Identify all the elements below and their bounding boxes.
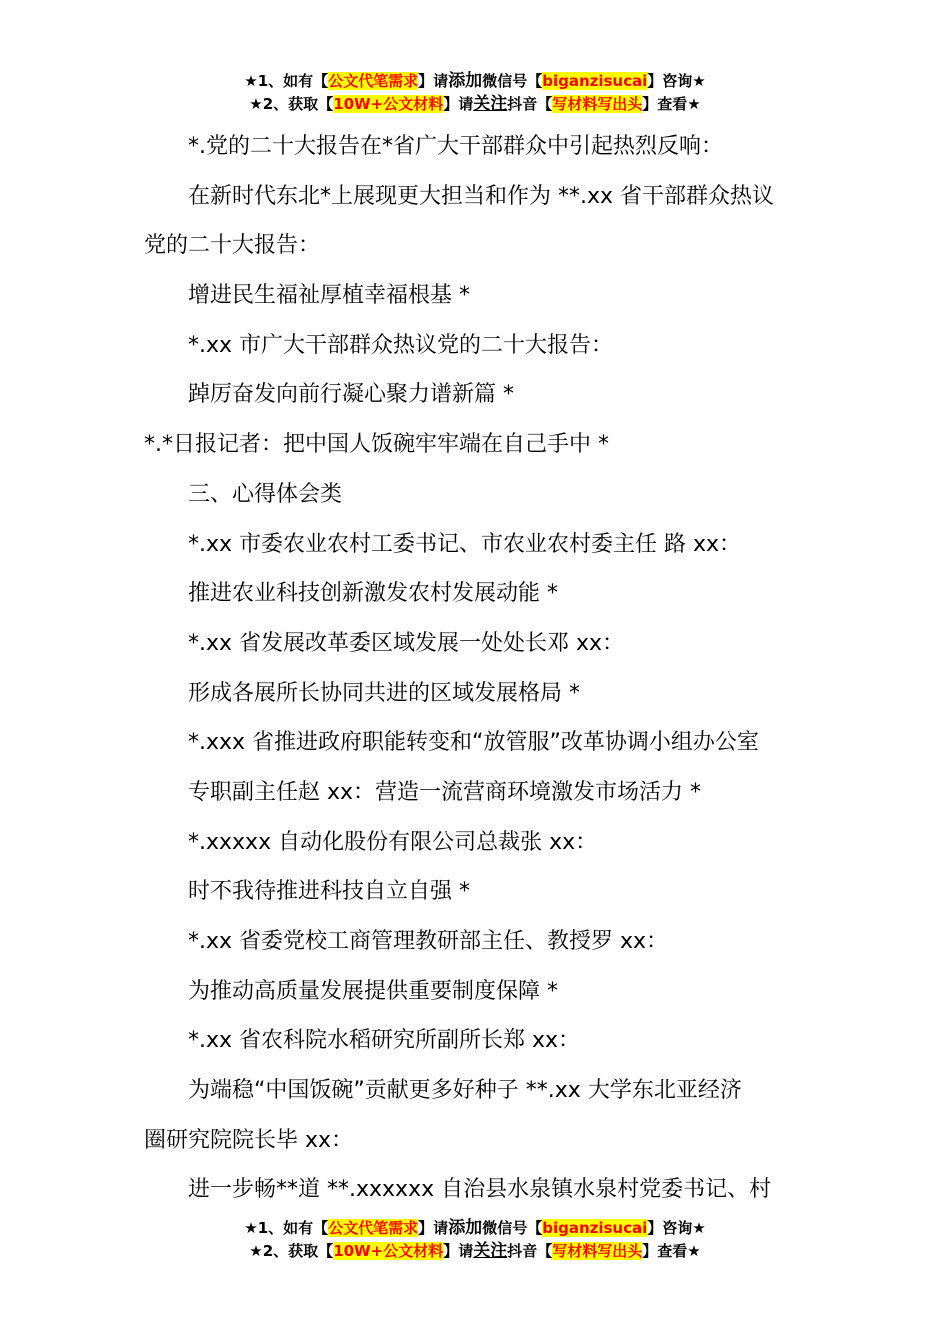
banner-line-2 (0, 1240, 950, 1263)
text-line: 在新时代东北*上展现更大担当和作为 **.xx 省干部群众热议 (188, 183, 775, 209)
banner-text: 】查看★ (642, 95, 701, 113)
banner-emphasis: 关注 (473, 94, 508, 114)
text-line: 圈研究院院长毕 xx： (144, 1127, 354, 1153)
text-line: *.xx 省发展改革委区域发展一处处长邓 xx： (188, 630, 625, 656)
text-line: *.xx 省农科院水稻研究所副所长郑 xx： (188, 1028, 581, 1054)
text-line: *.*日报记者：把中国人饭碗牢牢端在自己手中 * (144, 432, 609, 458)
highlight-materials: 10W+公文材料 (333, 1242, 444, 1260)
highlight-douyin: 写材料写出头 (552, 1242, 643, 1260)
highlight-wechat-id: biganzisucai (542, 1219, 648, 1237)
text-line: 为端稳“中国饭碗”贡献更多好种子 **.xx 大学东北亚经济 (188, 1078, 742, 1104)
banner-text: ★2、获取【 (249, 1242, 334, 1260)
document-body (144, 122, 814, 1215)
banner-text: 微信号【 (482, 72, 543, 90)
banner-text: ★1、如有【 (244, 1219, 329, 1237)
banner-text: 】查看★ (642, 1242, 701, 1260)
footer-banner (0, 1217, 950, 1263)
highlight-douyin: 写材料写出头 (552, 95, 643, 113)
banner-text: 微信号【 (482, 1219, 543, 1237)
banner-emphasis: 添加 (448, 71, 483, 91)
banner-line-2 (0, 93, 950, 116)
banner-text: 】请 (443, 1242, 474, 1260)
text-line: 时不我待推进科技自立自强 * (188, 879, 470, 905)
banner-emphasis: 关注 (473, 1241, 508, 1261)
banner-text: ★1、如有【 (244, 72, 329, 90)
text-line: 进一步畅**道 **.xxxxxx 自治县水泉镇水泉村党委书记、村 (188, 1177, 772, 1203)
text-line: *.xxxxx 自动化股份有限公司总裁张 xx： (188, 829, 598, 855)
text-line: *.xxx 省推进政府职能转变和“放管服”改革协调小组办公室 (188, 730, 759, 756)
banner-text: ★2、获取【 (249, 95, 334, 113)
text-line: *.党的二十大报告在*省广大干部群众中引起热烈反响： (188, 134, 723, 159)
text-line: 推进农业科技创新激发农村发展动能 * (188, 581, 558, 607)
text-line: 踔厉奋发向前行凝心聚力谱新篇 * (188, 382, 514, 408)
text-line: *.xx 市广大干部群众热议党的二十大报告： (188, 332, 614, 358)
text-line: *.xx 省委党校工商管理教研部主任、教授罗 xx： (188, 929, 669, 954)
text-line: *.xx 市委农业农村工委书记、市农业农村委主任 路 xx： (188, 531, 742, 557)
text-line: 形成各展所长协同共进的区域发展格局 * (188, 680, 580, 706)
highlight-materials: 10W+公文材料 (333, 95, 444, 113)
text-line: 为推动高质量发展提供重要制度保障 * (188, 978, 558, 1004)
highlight-service: 公文代笔需求 (328, 72, 419, 90)
banner-text: 】请 (418, 1219, 449, 1237)
banner-text: 】咨询★ (647, 1219, 706, 1237)
banner-text: 抖音【 (507, 1242, 553, 1260)
highlight-wechat-id: biganzisucai (542, 72, 648, 90)
text-line: 专职副主任赵 xx：营造一流营商环境激发市场活力 * (188, 779, 702, 805)
text-line: 三、心得体会类 (188, 481, 343, 507)
banner-line-1 (0, 70, 950, 93)
banner-text: 】请 (443, 95, 474, 113)
header-banner (0, 70, 950, 116)
banner-text: 】咨询★ (647, 72, 706, 90)
highlight-service: 公文代笔需求 (328, 1219, 419, 1237)
text-line: 增进民生福祉厚植幸福根基 * (188, 283, 470, 309)
banner-emphasis: 添加 (448, 1218, 483, 1238)
banner-text: 】请 (418, 72, 449, 90)
banner-text: 抖音【 (507, 95, 553, 113)
text-line: 党的二十大报告： (144, 233, 321, 259)
banner-line-1 (0, 1217, 950, 1240)
